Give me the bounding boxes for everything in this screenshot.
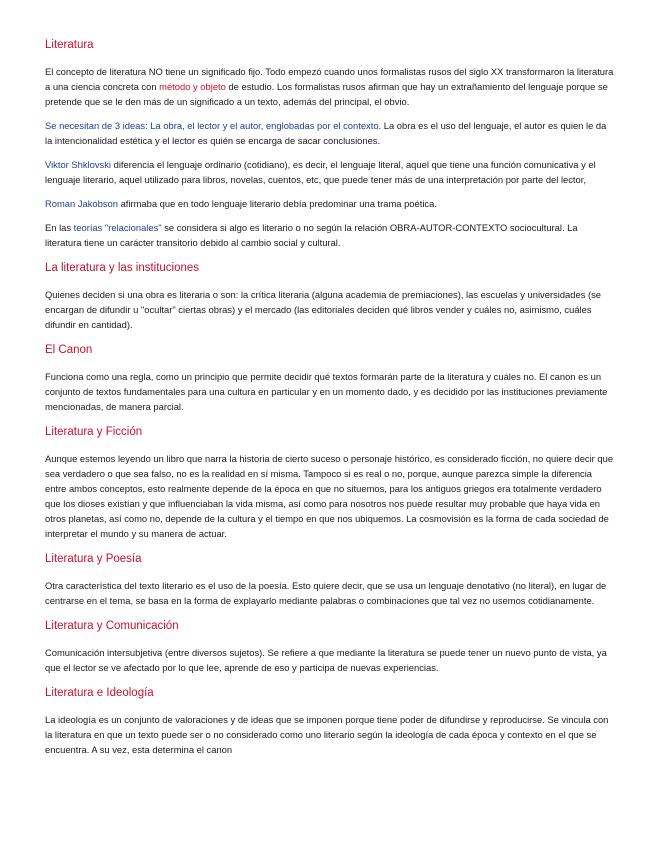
heading-ideologia: Literatura e Ideología <box>45 687 154 699</box>
heading-poesia: Literatura y Poesía <box>45 553 142 565</box>
heading-canon: El Canon <box>45 344 93 356</box>
text-run: La obra es el uso del lenguaje, el autor es quien le da la intencionalidad estética y el lector es quién se encarga de sacar conclusiones. <box>45 120 607 146</box>
paragraph-ficcion: Aunque estemos leyendo un libro que narra la historia de cierto suceso o personaje histórico, es considerado ficción, no quiere decir que sea verdadero o que sea falso, no es la realidad en sí misma. Tampoco si es real o no, porque, aunque parezca simple la diferencia entre ambos conceptos, esto realmente depende de la época en que no situemos, para los antiguos griegos era totalmente verdadero que los dioses existían y que influenciaban la vida misma, así como para nosotros nos puede resultar muy probable que haya vida en otros planetas, así como no, depende de la cultura y el tiempo en que nos ubiquemos. La cosmovisión es la forma de cada sociedad de interpretar el mundo y su manera de actuar. <box>45 453 614 539</box>
paragraph-tres-ideas <box>45 118 615 148</box>
author-name-jakobson: Roman Jakobson <box>45 198 118 209</box>
author-name-shklovski: Viktor Shklovski <box>45 159 111 170</box>
text-run: diferencia el lenguaje ordinario (cotidiano), es decir, el lenguaje literal, aquel que tiene una función comunicativa y el lenguaje literario, aquel utilizado para libros, novelas, cuentos, etc, que puede tener más de una interpretación por parte del lector, <box>45 159 596 185</box>
highlight-teorias-relacionales: teorías "relacionales" <box>73 222 162 233</box>
highlight-tres-ideas: Se necesitan de 3 ideas: La obra, el lector y el autor, englobadas por el contexto. <box>45 120 382 131</box>
text-run: afirmaba que en todo lenguaje literario debía predominar una trama poética. <box>117 198 437 209</box>
paragraph-poesia: Otra característica del texto literario es el uso de la poesía. Esto quiere decir, que se usa un lenguaje denotativo (no literal), en lugar de centrarse en el tema, se basa en la forma de explayarlo mediante palabras o combinaciones que tal vez no usemos cotidianamente. <box>45 580 607 606</box>
text-run: En las <box>45 222 74 233</box>
paragraph-concepto <box>45 64 615 109</box>
heading-comunicacion: Literatura y Comunicación <box>45 620 179 632</box>
paragraph-teorias-relacionales <box>45 220 615 250</box>
paragraph-jakobson <box>45 196 615 211</box>
heading-literatura: Literatura <box>45 39 94 51</box>
paragraph-ideologia: La ideología es un conjunto de valoraciones y de ideas que se imponen porque tiene poder de difundirse y reproducirse. Se vincula con la literatura en que un texto puede ser o no considerado como uno literario según la ideología de cada época y contexto en el que se encuentra. A su vez, esta determina el canon <box>45 714 609 755</box>
highlight-metodo-objeto: método y objeto <box>159 81 226 92</box>
paragraph-shklovski <box>45 157 615 187</box>
heading-instituciones: La literatura y las instituciones <box>45 262 200 274</box>
text-run: de estudio. Los formalistas rusos afirman que hay un extrañamiento del lenguaje porque se pretende que se le den más de un significado a un texto, además del principal, el obvio. <box>45 81 608 107</box>
paragraph-comunicacion: Comunicación intersubjetiva (entre diversos sujetos). Se refiere a que mediante la literatura se puede tener un nuevo punto de vista, ya que el lector se ve afectado por lo que lee, aprende de eso y participa de nuevas experiencias. <box>45 647 607 673</box>
text-run: El concepto de literatura NO tiene un significado fijo. Todo empezó cuando unos formalistas rusos del siglo XX transformaron la literatura a una ciencia concreta con <box>45 66 614 92</box>
paragraph-instituciones: Quienes deciden si una obra es literaria o son: la crítica literaria (alguna academia de premiaciones), las escuelas y universidades (se encargan de difundir u "ocultar" ciertas obras) y el mercado (las editoriales deciden qué libros vender y cuáles no, asimismo, cuáles difundir en cantidad). <box>45 289 602 330</box>
paragraph-canon: Funciona como una regla, como un principio que permite decidir qué textos formarán parte de la literatura y cuáles no. El canon es un conjunto de textos fundamentales para una cultura en particular y en un momento dado, y es decidido por las instituciones previamente mencionadas, de manera parcial. <box>45 371 608 412</box>
heading-ficcion: Literatura y Ficción <box>45 426 143 438</box>
text-run: se considera si algo es literario o no según la relación OBRA-AUTOR-CONTEXTO sociocultural. La literatura tiene un carácter transitorio debido al cambio social y cultural. <box>45 222 578 248</box>
